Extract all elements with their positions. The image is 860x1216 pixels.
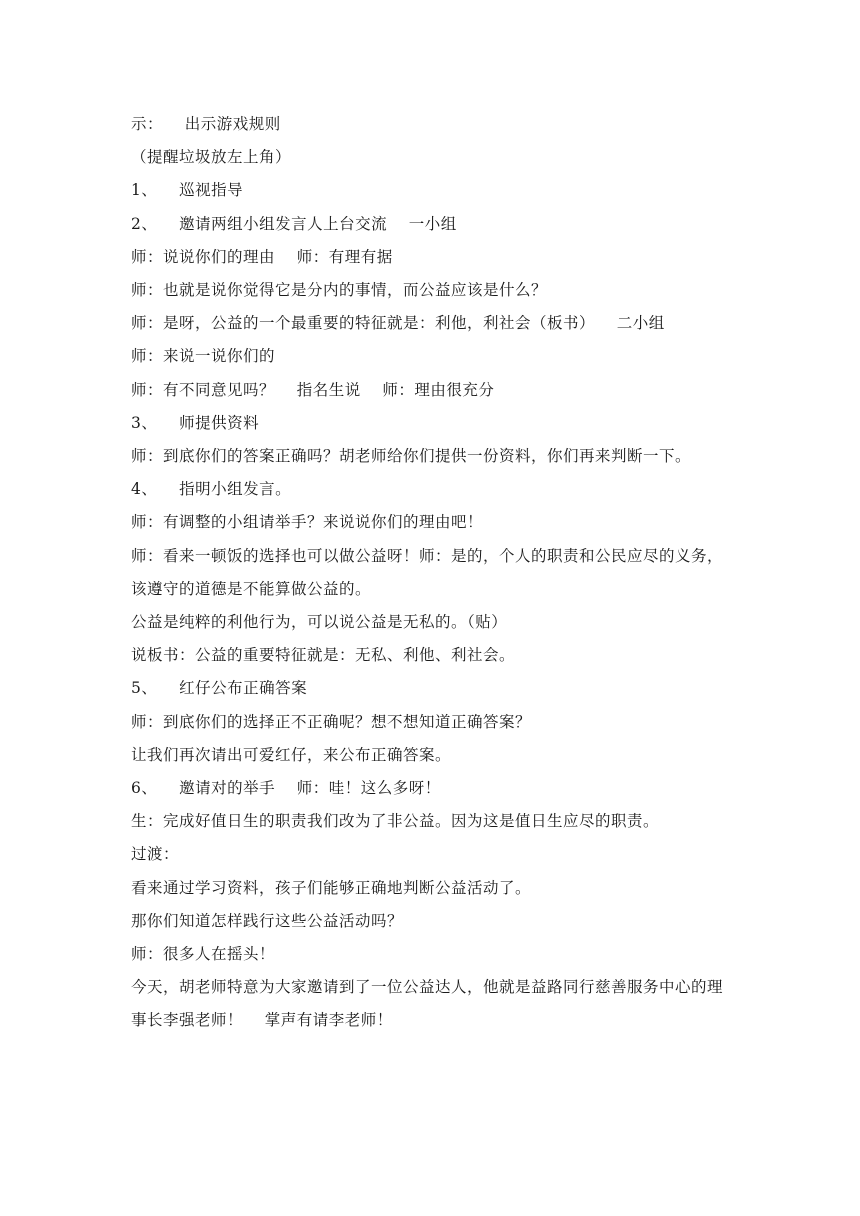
text-line: 4、 指明小组发言。 [131, 480, 292, 499]
text-line: 1、 巡视指导 [131, 181, 244, 200]
text-line: 师：到底你们的选择正不正确呢？想不想知道正确答案？ [131, 712, 532, 731]
text-line: 师：很多人在摇头！ [131, 945, 276, 964]
text-line: 师：说说你们的理由 师：有理有据 [131, 247, 393, 266]
text-line: 那你们知道怎样践行这些公益活动吗？ [131, 911, 404, 930]
text-line: 师：有调整的小组请举手？来说说你们的理由吧！ [131, 513, 484, 532]
text-line: 说板书：公益的重要特征就是：无私、利他、利社会。 [131, 646, 516, 665]
text-line: 师：看来一顿饭的选择也可以做公益呀！师：是的，个人的职责和公民应尽的义务，该遵守的道德是不能算做公益的。 [131, 546, 724, 598]
text-line: 师：到底你们的答案正确吗？胡老师给你们提供一份资料，你们再来判断一下。 [131, 447, 692, 466]
text-line: 师：来说一说你们的 [131, 347, 276, 366]
text-line: 生：完成好值日生的职责我们改为了非公益。因为这是值日生应尽的职责。 [131, 812, 660, 831]
text-line: 3、 师提供资料 [131, 413, 260, 432]
text-line: 看来通过学习资料，孩子们能够正确地判断公益活动了。 [131, 878, 532, 897]
text-line: 今天，胡老师特意为大家邀请到了一位公益达人，他就是益路同行慈善服务中心的理事长李强老师！ 掌声有请李老师！ [131, 978, 724, 1030]
text-line: 公益是纯粹的利他行为，可以说公益是无私的。（贴） [131, 613, 508, 632]
text-line: 6、 邀请对的举手 师：哇！这么多呀！ [131, 779, 441, 798]
text-line: 让我们再次请出可爱红仔，来公布正确答案。 [131, 745, 452, 764]
text-line: 5、 红仔公布正确答案 [131, 679, 308, 698]
text-line: 过渡： [131, 845, 180, 864]
text-line: 师：也就是说你觉得它是分内的事情，而公益应该是什么？ [131, 281, 548, 300]
text-line: （提醒垃圾放左上角） [131, 148, 292, 167]
text-line: 师：是呀，公益的一个最重要的特征就是：利他，利社会（板书） 二小组 [131, 314, 665, 333]
text-line: 师：有不同意见吗？ 指名生说 师：理由很充分 [131, 380, 495, 399]
document-body [131, 108, 735, 1038]
text-line: 2、 邀请两组小组发言人上台交流 一小组 [131, 214, 457, 233]
text-line: 示： 出示游戏规则 [131, 115, 281, 133]
